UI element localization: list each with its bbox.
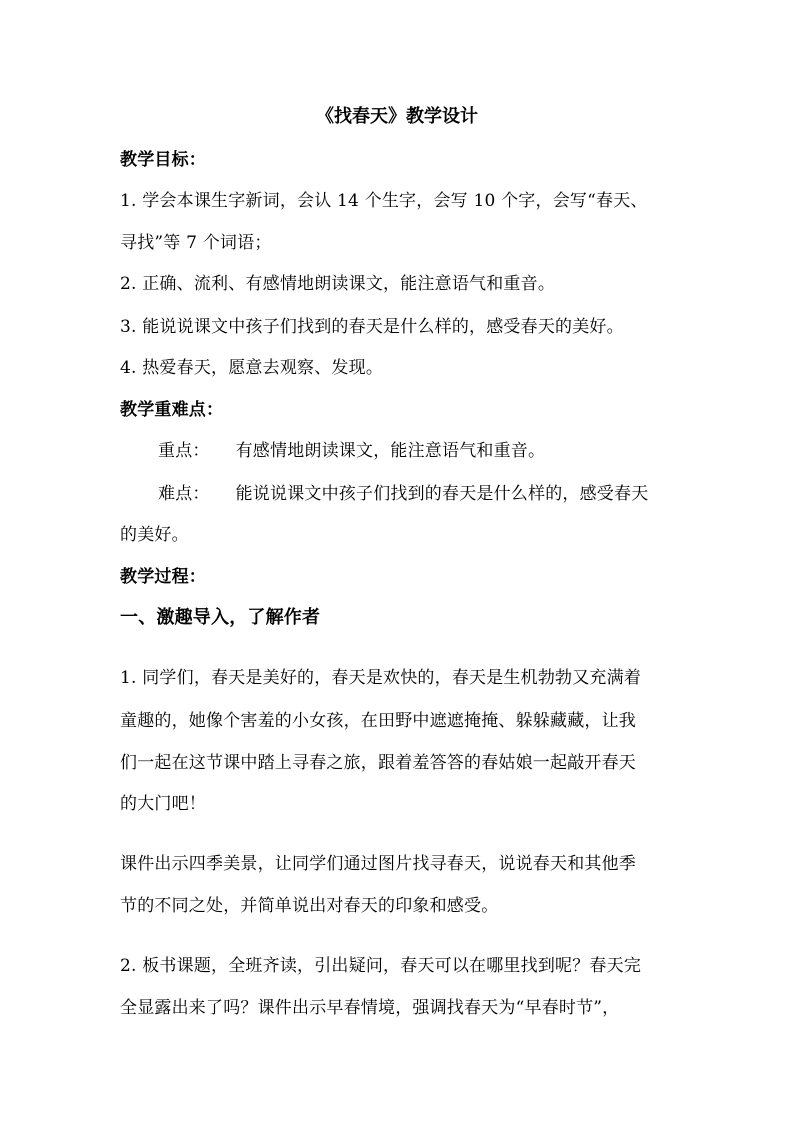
para1-line-1: 1. 同学们，春天是美好的，春天是欢快的，春天是生机勃勃又充满着 xyxy=(120,668,642,688)
para3-line-2: 全显露出来了吗？课件出示早春情境，强调找春天为“早春时节”， xyxy=(120,998,620,1018)
para2-line-2: 节的不同之处，并简单说出对春天的印象和感受。 xyxy=(120,896,499,916)
objective-line-2: 寻找”等 7 个词语； xyxy=(120,233,272,253)
objective-line-3: 2. 正确、流利、有感情地朗读课文，能注意语气和重音。 xyxy=(120,274,556,294)
document-title: 《找春天》教学设计 xyxy=(316,106,478,127)
key-point-text: 有感情地朗读课文，能注意语气和重音。 xyxy=(235,441,546,461)
difficult-point-label: 难点： xyxy=(158,484,210,504)
para2-line-1: 课件出示四季美景，让同学们通过图片找寻春天，说说春天和其他季 xyxy=(120,854,636,874)
objective-line-4: 3. 能说说课文中孩子们找到的春天是什么样的，感受春天的美好。 xyxy=(120,317,624,337)
objectives-heading: 教学目标： xyxy=(120,150,206,170)
objective-line-1: 1. 学会本课生字新词，会认 14 个生字，会写 10 个字，会写“春天、 xyxy=(120,191,648,211)
difficult-point-line xyxy=(158,481,718,507)
para3-line-1: 2. 板书课题，全班齐读，引出疑问，春天可以在哪里找到呢？春天完 xyxy=(120,956,642,976)
para1-line-2: 童趣的，她像个害羞的小女孩，在田野中遮遮掩掩、躲躲藏藏，让我 xyxy=(120,711,636,731)
key-point-label: 重点： xyxy=(158,441,210,461)
para1-line-3: 们一起在这节课中踏上寻春之旅，跟着羞答答的春姑娘一起敲开春天 xyxy=(120,753,636,773)
section-1-title: 一、激趣导入，了解作者 xyxy=(120,607,321,628)
key-point-line xyxy=(158,438,718,464)
key-points-heading: 教学重难点： xyxy=(120,400,224,420)
process-heading: 教学过程： xyxy=(120,567,206,587)
para1-line-4: 的大门吧！ xyxy=(120,794,206,814)
difficult-point-text: 能说说课文中孩子们找到的春天是什么样的，感受春天 xyxy=(235,484,649,504)
difficult-point-continuation: 的美好。 xyxy=(120,525,189,545)
objective-line-5: 4. 热爱春天，愿意去观察、发现。 xyxy=(120,358,384,378)
